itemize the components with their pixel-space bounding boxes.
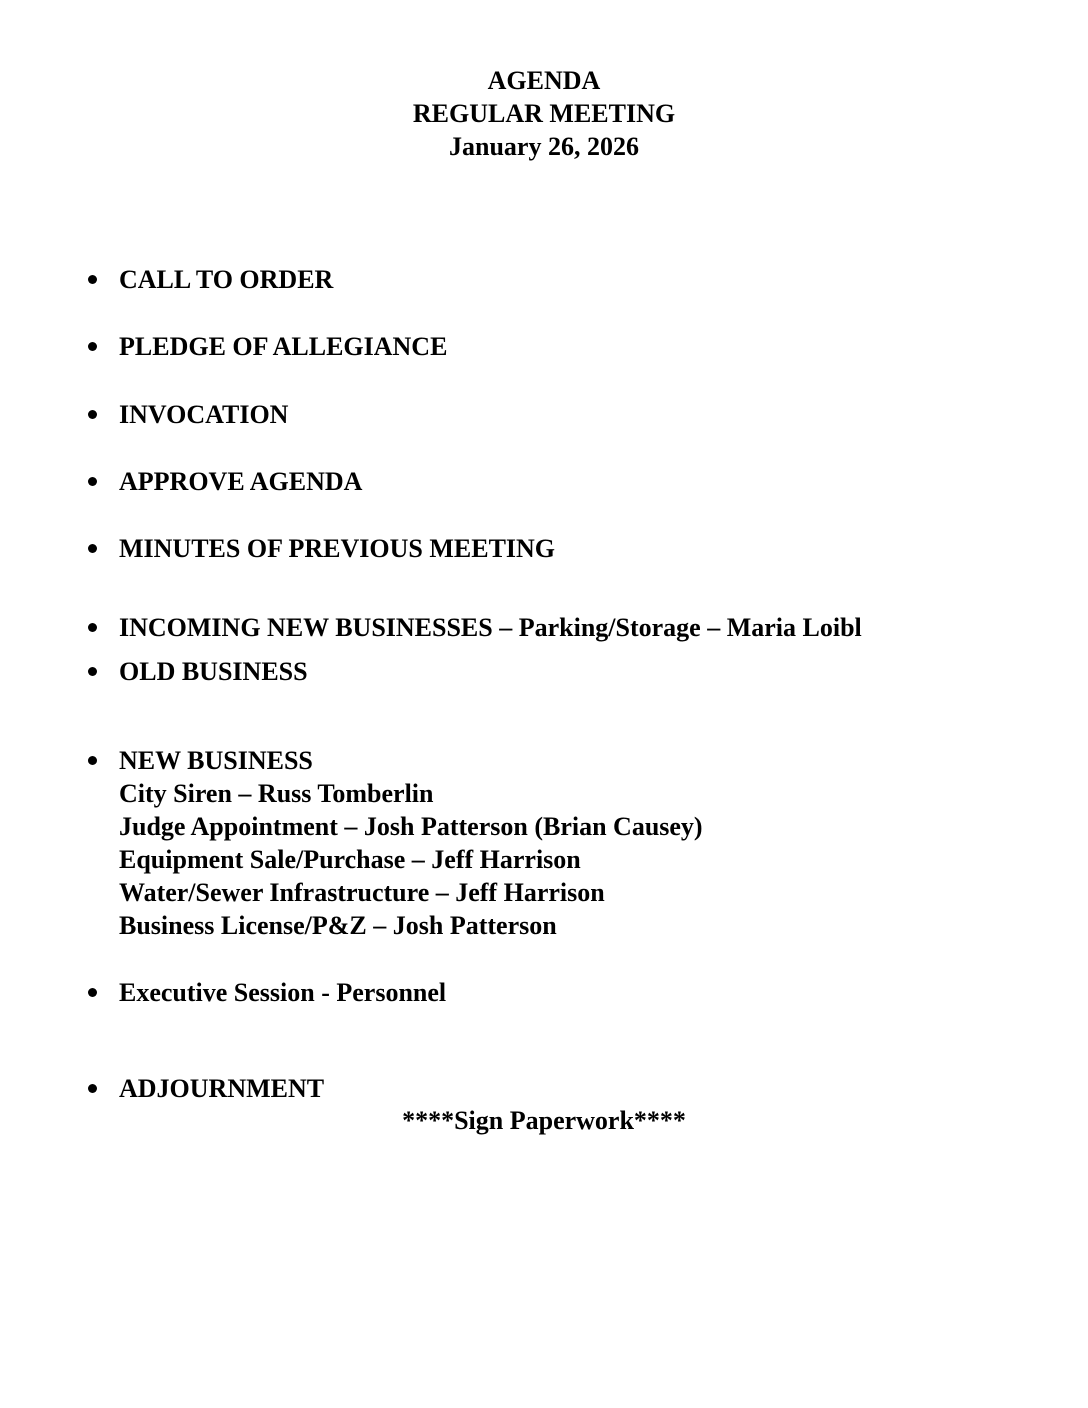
agenda-item-label: ADJOURNMENT <box>119 1074 325 1103</box>
agenda-item-label: OLD BUSINESS <box>119 657 308 686</box>
bullet-icon <box>88 532 100 565</box>
bullet-icon <box>88 611 100 644</box>
bullet-icon <box>88 744 100 777</box>
agenda-item-label: INVOCATION <box>119 400 289 429</box>
new-business-subitem: Water/Sewer Infrastructure – Jeff Harrison <box>119 878 605 907</box>
agenda-title: AGENDA <box>487 66 601 95</box>
new-business-subitem: Equipment Sale/Purchase – Jeff Harrison <box>119 845 581 874</box>
new-business-subitem: Business License/P&Z – Josh Patterson <box>119 911 557 940</box>
bullet-icon <box>88 398 100 431</box>
bullet-icon <box>88 330 100 363</box>
agenda-item-label: INCOMING NEW BUSINESSES – Parking/Storage – Maria Loibl <box>119 613 862 642</box>
meeting-type: REGULAR MEETING <box>412 99 676 128</box>
agenda-item-label: CALL TO ORDER <box>119 265 334 294</box>
bullet-icon <box>88 976 100 1009</box>
bullet-icon <box>88 1072 100 1105</box>
new-business-subitem: Judge Appointment – Josh Patterson (Brian Causey) <box>119 812 703 841</box>
agenda-item-label: MINUTES OF PREVIOUS MEETING <box>119 534 556 563</box>
bullet-icon <box>88 465 100 498</box>
bullet-icon <box>88 655 100 688</box>
new-business-block <box>119 744 703 942</box>
meeting-date: January 26, 2026 <box>449 132 639 161</box>
agenda-item-label: Executive Session - Personnel <box>119 978 447 1007</box>
agenda-item-label: NEW BUSINESS <box>119 746 313 775</box>
new-business-subitem: City Siren – Russ Tomberlin <box>119 779 434 808</box>
bullet-icon <box>88 263 100 296</box>
agenda-item-label: APPROVE AGENDA <box>119 467 363 496</box>
agenda-header <box>0 64 1088 163</box>
sign-paperwork-note: ****Sign Paperwork**** <box>402 1106 686 1135</box>
agenda-item-label: PLEDGE OF ALLEGIANCE <box>119 332 448 361</box>
